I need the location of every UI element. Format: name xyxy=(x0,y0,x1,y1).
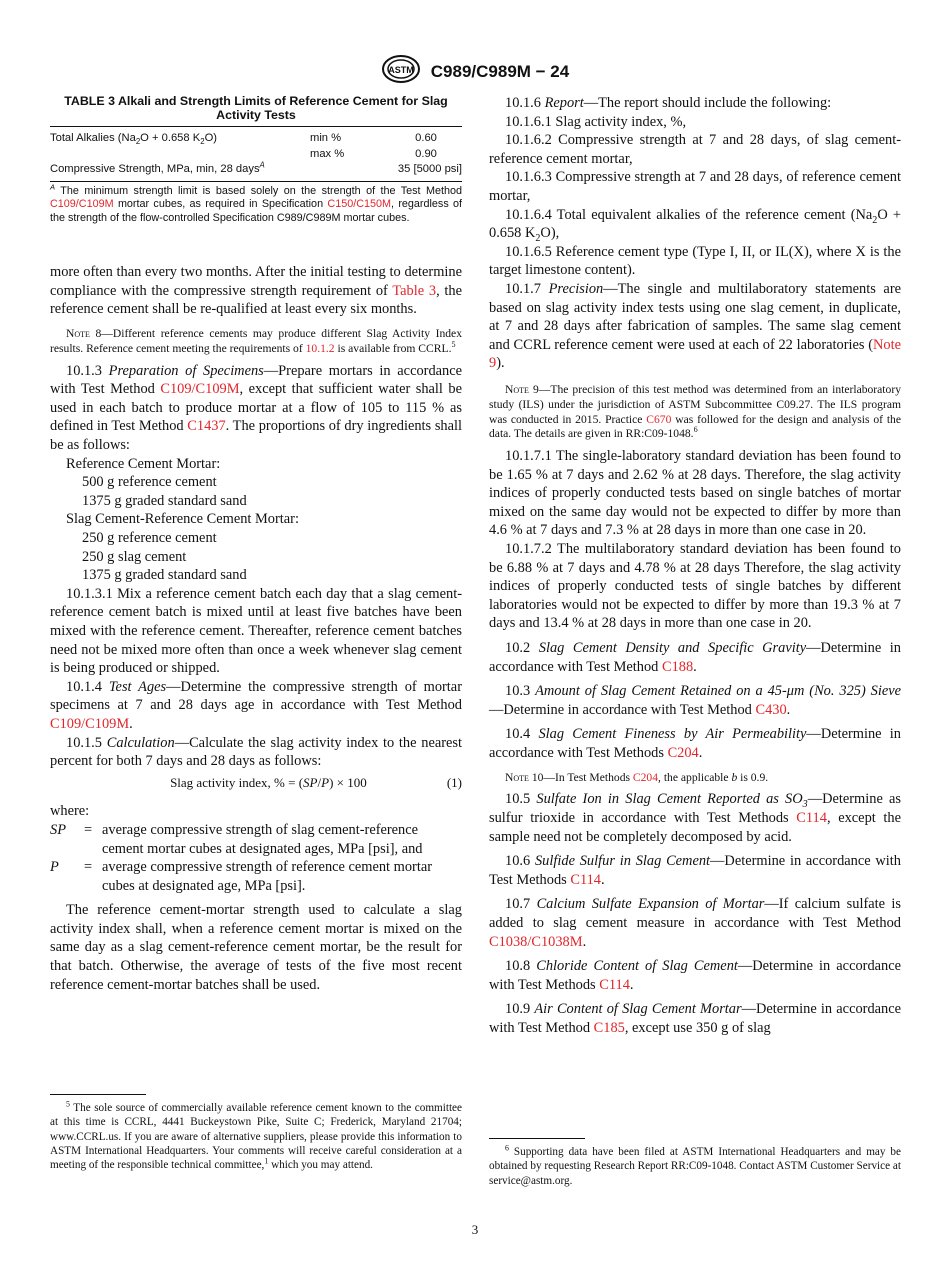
table-row xyxy=(50,147,462,163)
def-text: average compressive strength of reference cement mortar cubes at designated age, MPa [psi]. xyxy=(102,859,433,894)
table-cell: max % xyxy=(310,147,345,160)
section-10-1-6-2: 10.1.6.2 Compressive strength at 7 and 28 days, of slag cement-reference cement mortar, xyxy=(489,132,901,167)
list-item: 250 g slag cement xyxy=(82,548,187,565)
section-10-1-6-5: 10.1.6.5 Reference cement type (Type I, II, or IL(X), where X is the target limestone content). xyxy=(489,243,901,279)
logo-text: ASTM xyxy=(388,65,414,75)
document-designation: C989/C989M − 24 xyxy=(430,61,570,81)
section-10-1-3-1: 10.1.3.1 Mix a reference cement batch each day that a slag cement-reference cement batch is mixed until at least five batches have been mixed with the reference cement. Thereafter, reference cement batches need not be mixed more often than once a week whenever slag cement is being produced or shipped. xyxy=(50,585,462,677)
section-10-1-6-1: 10.1.6.1 Slag activity index, %, xyxy=(505,113,687,130)
link-c109[interactable]: C109/C109M xyxy=(50,198,114,211)
note-9: Note 9—The precision of this test method was determined from an interlaboratory study (ILS) under the jurisdiction of ASTM Subcommittee C09.27. The ILS program was conducted in 2015. Practice C670 was followed for the design and analysis of the data. The details are given in RR:C09-1048.$^6$ xyxy=(489,382,901,441)
note-8: Note 8—Different reference cements may produce different Slag Activity Index results. Reference cement meeting the requirements of 10.1.2 is available from CCRL.$^5$ xyxy=(50,327,462,355)
paragraph: more often than every two months. After the initial testing to determine compliance with the compressive strength requirement of Table 3, the reference cement shall be re-qualified at least every six months. xyxy=(50,264,463,318)
page-number: 3 xyxy=(471,1222,479,1237)
footnote-5: $^5$ The sole source of commercially available reference cement known to the committee at this time is CCRL, 4441 Buckeystown Pike, Suite C; Frederick, Maryland 21704; www.CCRL.us. If you are aware of alternative suppliers, please provide this information to ASTM International Headquarters. Your comments will receive careful consideration at a meeting of the responsible technical committee,$^1$ which you may attend. xyxy=(50,1094,462,1172)
where-label: where: xyxy=(50,803,90,820)
section-10-1-6-3: 10.1.6.3 Compressive strength at 7 and 28 days, of reference cement mortar, xyxy=(489,169,901,204)
link-note-9[interactable]: Note 9 xyxy=(489,336,901,372)
link-c204[interactable]: C204 xyxy=(632,770,659,784)
table3-title: TABLE 3 Alkali and Strength Limits of Reference Cement for Slag Activity Tests xyxy=(64,94,448,122)
table-row xyxy=(50,131,462,147)
mix-title-reference: Reference Cement Mortar: xyxy=(66,455,221,472)
link-c150[interactable]: C150/C150M xyxy=(327,198,392,211)
link-c114[interactable]: C114 xyxy=(570,871,601,888)
def-symbol: P xyxy=(50,859,59,876)
table-cell: min % xyxy=(310,132,342,144)
link-c1437[interactable]: C1437 xyxy=(187,418,226,435)
table-cell: Total Alkalies ($Na_2O + 0.658$ $K_2O$) xyxy=(50,132,217,147)
section-10-1-3: 10.1.3 Preparation of Specimens—Prepare mortars in accordance with Test Method C109/C109M, except that sufficient water shall be used in each batch to produce mortar at a flow of 105 to 115 % as defined in Test Method C1437. The proportions of dry ingredients shall be as follows: xyxy=(50,362,462,454)
section-10-9: 10.9 Air Content of Slag Cement Mortar—Determine in accordance with Test Method C185, except use 350 g of slag xyxy=(489,1001,901,1036)
link-table3[interactable]: Table 3 xyxy=(392,282,437,299)
section-10-8: 10.8 Chloride Content of Slag Cement—Determine in accordance with Test Methods C114. xyxy=(489,958,901,993)
section-10-1-4: 10.1.4 Test Ages—Determine the compressive strength of mortar specimens at 7 and 28 days age in accordance with Test Method C109/C109M. xyxy=(50,678,462,732)
link-c185[interactable]: C185 xyxy=(593,1019,625,1036)
section-10-3: 10.3 Amount of Slag Cement Retained on a 45-μm (No. 325) Sieve—Determine in accordance with Test Method C430. xyxy=(489,683,902,718)
table3-footnote: $^A$ The minimum strength limit is based solely on the strength of the Test Method C109/C109M mortar cubes, as required in Specification C150/C150M, regardless of the strength of the flow-controlled Specification C989/C989M mortar cubes. xyxy=(50,181,463,224)
section-10-5: 10.5 Sulfate Ion in Slag Cement Reported as $SO_3—Determine$ as sulfur trioxide in accordance with Test Methods C114, except the sample need not be completely decomposed by acid. xyxy=(489,791,901,845)
link-c1038[interactable]: C1038/C1038M xyxy=(489,933,583,950)
section-10-2: 10.2 Slag Cement Density and Specific Gravity—Determine in accordance with Test Method C188. xyxy=(489,640,901,675)
left-column xyxy=(50,94,462,994)
table-cell: 35 [5000 psi] xyxy=(397,163,462,175)
section-10-1-5: 10.1.5 Calculation—Calculate the slag activity index to the nearest percent for both 7 days and 28 days as follows: xyxy=(50,734,462,770)
table3 xyxy=(50,131,462,178)
table-cell: 0.90 xyxy=(415,147,437,160)
mix-title-slag: Slag Cement-Reference Cement Mortar: xyxy=(66,511,299,528)
paragraph: The reference cement-mortar strength used to calculate a slag activity index shall, when a reference cement mortar is mixed on the same day as a slag cement-reference cement mortar, be the result for that batch. Otherwise, the average of tests of the five most recent reference cement-mortar batches shall be used. xyxy=(50,902,462,993)
link-c188[interactable]: C188 xyxy=(661,658,694,675)
note-10: Note 10—In Test Methods C204, the applicable b is 0.9. xyxy=(505,770,769,784)
table-row xyxy=(50,162,462,178)
equation-1 xyxy=(50,774,462,793)
equation-number: (1) xyxy=(446,774,462,790)
list-item: 1375 g graded standard sand xyxy=(82,492,247,509)
list-item: 1375 g graded standard sand xyxy=(82,567,247,584)
section-10-6: 10.6 Sulfide Sulfur in Slag Cement—Determine in accordance with Test Methods C114. xyxy=(489,853,901,888)
link-c204[interactable]: C204 xyxy=(667,745,699,761)
link-c114[interactable]: C114 xyxy=(796,809,827,826)
definitions: SP = average compressive strength of slag cement-reference cement mortar cubes at designated ages, MPa [psi], and P = average compressive strength of reference cement mortar cubes at designated age, MPa [psi]. xyxy=(50,821,462,895)
list-item: 250 g reference cement xyxy=(82,530,217,546)
section-10-1-6: 10.1.6 Report—The report should include the following: xyxy=(505,95,832,111)
astm-logo-icon xyxy=(381,54,421,89)
link-c109[interactable]: C109/C109M xyxy=(50,715,130,732)
link-c430[interactable]: C430 xyxy=(755,701,787,718)
right-column xyxy=(489,94,901,1038)
def-symbol: SP xyxy=(50,821,66,838)
section-10-7: 10.7 Calcium Sulfate Expansion of Mortar—If calcium sulfate is added to slag cement measure in accordance with Test Method C1038/C1038M. xyxy=(489,896,902,950)
section-10-1-7-1: 10.1.7.1 The single-laboratory standard deviation has been found to be 1.65 % at 7 days and 2.62 % at 28 days. Therefore, the slag activity indices of properly conducted tests based on single batches of mortar mixed on the same day would not be expected to differ by more than 4.6 % at 7 days and 7.3 % at 28 days in more than one case in 20. xyxy=(489,448,901,539)
link-c670[interactable]: C670 xyxy=(646,412,672,426)
table-cell: 0.60 xyxy=(415,132,437,144)
page-header xyxy=(0,54,950,89)
def-text: average compressive strength of slag cement-reference cement mortar cubes at designated ages, MPa [psi], and xyxy=(102,821,423,857)
list-item: 500 g reference cement xyxy=(82,474,217,491)
section-10-4: 10.4 Slag Cement Fineness by Air Permeability—Determine in accordance with Test Methods C204. xyxy=(489,726,901,761)
link-10-1-2[interactable]: 10.1.2 xyxy=(305,341,335,355)
section-10-1-6-4: 10.1.6.4 Total equivalent alkalies of the reference cement ($Na_2O + 0.658$ $K_2O$), xyxy=(489,206,902,245)
equation-body: Slag activity index, % = (SP/P) × 100 xyxy=(170,774,367,790)
section-10-1-7: 10.1.7 Precision—The single and multilaboratory statements are based on slag activity index tests using one slag cement, in duplicate, at 7 and 28 days after fabrication of samples. The same slag cement and CCRL reference cement were used at each of 22 laboratories (Note 9). xyxy=(489,280,901,372)
section-10-1-7-2: 10.1.7.2 The multilaboratory standard deviation has been found to be 6.88 % at 7 days and 4.78 % at 28 days Therefore, the slag activity indices of properly conducted tests of single batches by different laboratories would not be expected to differ by more than 19.3 % at 7 days and 13.4 % at 28 days in more than one case in 20. xyxy=(489,541,901,632)
table-cell: Compressive Strength, MPa, min, 28 days$^A$ xyxy=(50,160,265,175)
link-c109[interactable]: C109/C109M xyxy=(160,381,240,398)
link-c114[interactable]: C114 xyxy=(599,976,630,993)
footnote-6: $^6$ Supporting data have been filed at ASTM International Headquarters and may be obtained by requesting Research Report RR:C09-1048. Contact ASTM Customer Service at service@astm.org. xyxy=(489,1138,901,1188)
